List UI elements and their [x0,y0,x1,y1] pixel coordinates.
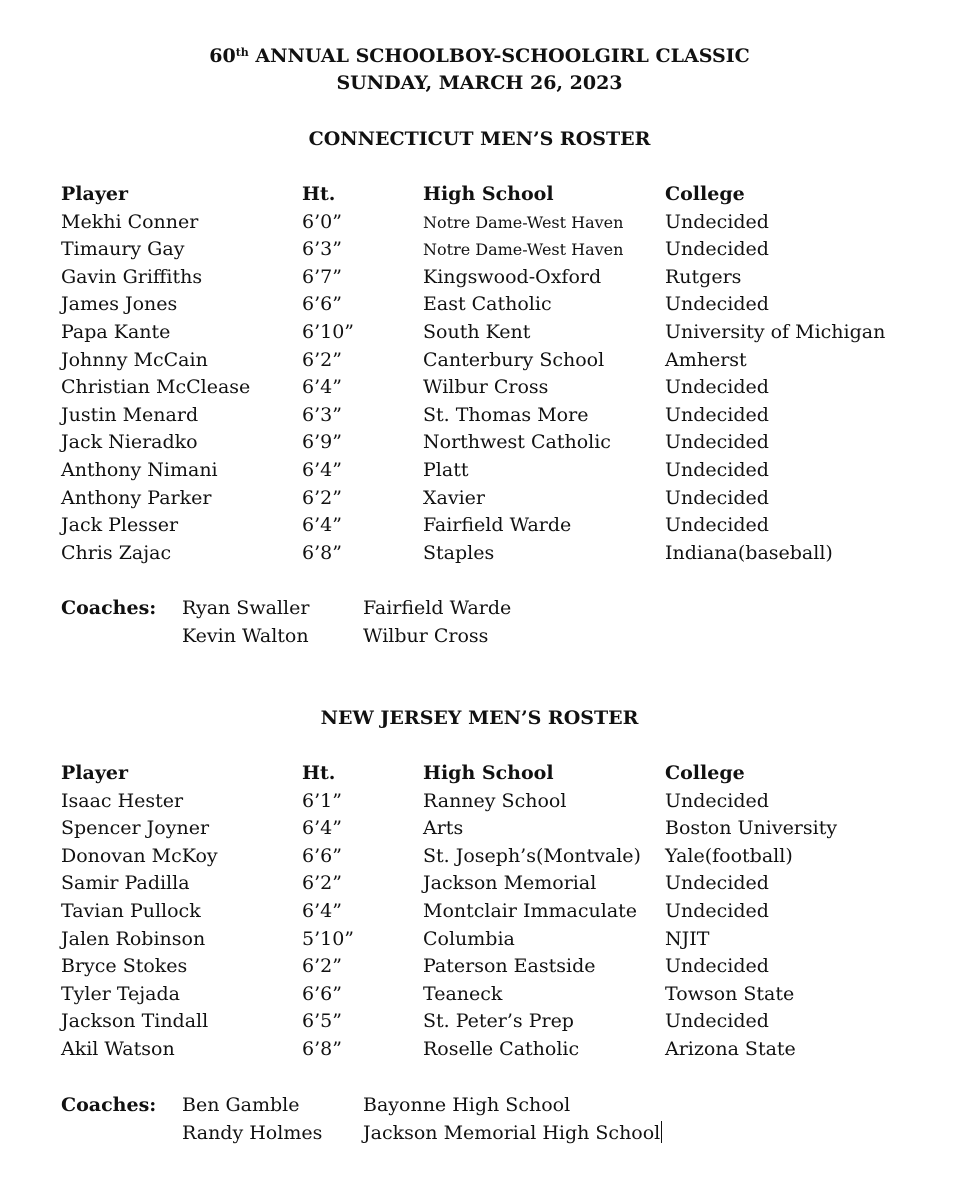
coach-name: Ryan Swaller [182,597,310,619]
player-college: Undecided [665,210,769,233]
player-height: 6’0” [302,210,342,233]
player-height: 6’4” [302,459,342,481]
player-high-school: Ranney School [423,789,567,812]
player-name: Samir Padilla [61,872,190,895]
column-header-college: College [665,183,745,205]
column-header-school: High School [423,183,554,205]
player-high-school: Canterbury School [423,348,605,371]
player-height: 6’4” [302,376,342,399]
player-high-school: Arts [423,817,464,840]
player-height: 6’8” [302,1038,342,1060]
player-college: Undecided [665,403,769,426]
player-college: Undecided [665,514,769,537]
player-name: Jack Plesser [61,514,179,537]
player-height: 6’9” [302,431,342,454]
player-high-school: St. Thomas More [423,403,589,426]
coaches-label: Coaches: [61,597,157,619]
column-header-college: College [665,762,745,784]
player-high-school: Paterson Eastside [423,955,596,978]
player-college: Amherst [665,348,747,371]
player-name: Jackson Tindall [61,1010,209,1033]
player-name: Johnny McCain [61,348,208,371]
player-high-school: Columbia [423,927,515,950]
player-college: Undecided [665,1010,769,1033]
player-college: NJIT [665,927,710,950]
column-header-player: Player [61,762,128,784]
event-date: SUNDAY, MARCH 26, 2023 [336,72,623,94]
player-height: 6’8” [302,541,342,564]
player-high-school: Notre Dame-West Haven [423,212,624,232]
player-height: 6’1” [302,789,342,812]
player-high-school: Roselle Catholic [423,1038,580,1060]
coach-school [363,1119,662,1147]
player-height: 6’2” [302,486,342,509]
player-college: Undecided [665,293,769,316]
player-height: 6’7” [302,265,342,288]
player-height: 5’10” [302,927,355,950]
player-name: Isaac Hester [61,789,184,812]
player-college: University of Michigan [665,321,886,343]
player-high-school: South Kent [423,321,531,343]
player-high-school: Fairfield Warde [423,514,572,537]
player-college: Undecided [665,376,769,399]
player-height: 6’2” [302,872,342,895]
player-college: Towson State [665,982,795,1005]
coach-school-text: Bayonne High School [363,1094,571,1116]
player-college: Undecided [665,789,769,812]
player-college: Undecided [665,459,769,481]
player-height: 6’10” [302,321,355,343]
player-height: 6’4” [302,514,342,537]
player-name: Timaury Gay [61,238,185,261]
player-name: Tyler Tejada [61,982,181,1005]
player-height: 6’4” [302,817,342,840]
ct-roster-title: CONNECTICUT MEN’S ROSTER [308,128,651,150]
event-title [0,45,959,67]
event-number: 60 [209,45,236,67]
coach-school [363,1091,570,1119]
player-high-school: Wilbur Cross [423,376,549,399]
player-name: Mekhi Conner [61,210,199,233]
player-college: Indiana(baseball) [665,541,833,564]
column-header-player: Player [61,183,128,205]
column-header-height: Ht. [302,762,336,784]
player-name: Chris Zajac [61,541,172,564]
player-height: 6’2” [302,955,342,978]
nj-roster-title: NEW JERSEY MEN’S ROSTER [320,707,639,729]
player-name: Gavin Griffiths [61,265,203,288]
player-high-school: Montclair Immaculate [423,900,638,922]
player-college: Boston University [665,817,838,840]
player-name: Justin Menard [61,403,199,426]
player-college: Undecided [665,238,769,261]
player-height: 6’3” [302,238,342,261]
player-name: Bryce Stokes [61,955,188,978]
player-high-school: Staples [423,541,495,564]
coaches-label: Coaches: [61,1094,157,1116]
player-name: Donovan McKoy [61,844,218,867]
player-high-school: Xavier [423,486,485,509]
player-name: Tavian Pullock [61,900,201,922]
player-name: Anthony Parker [61,486,212,509]
player-height: 6’2” [302,348,342,371]
player-high-school: East Catholic [423,293,552,316]
coach-school-text: Jackson Memorial High School [363,1122,661,1144]
player-height: 6’3” [302,403,342,426]
coach-name: Randy Holmes [182,1122,323,1144]
coach-name: Kevin Walton [182,625,309,647]
player-college: Arizona State [665,1038,796,1060]
player-name: James Jones [61,293,178,316]
column-header-school: High School [423,762,554,784]
player-height: 6’6” [302,844,342,867]
text-cursor [661,1121,662,1143]
player-height: 6’4” [302,900,342,922]
player-height: 6’6” [302,293,342,316]
player-high-school: Platt [423,459,469,481]
player-name: Papa Kante [61,321,171,343]
coach-name: Ben Gamble [182,1094,300,1116]
player-high-school: Teaneck [423,982,503,1005]
player-college: Undecided [665,431,769,454]
player-high-school: St. Joseph’s(Montvale) [423,844,641,867]
player-high-school: Jackson Memorial [423,872,597,895]
player-high-school: Notre Dame-West Haven [423,240,624,260]
column-header-height: Ht. [302,183,336,205]
event-name: ANNUAL SCHOOLBOY-SCHOOLGIRL CLASSIC [248,45,750,67]
coach-school [363,622,488,650]
event-number-suffix: th [235,46,249,59]
player-college: Undecided [665,955,769,978]
player-high-school: St. Peter’s Prep [423,1010,574,1033]
player-college: Undecided [665,486,769,509]
player-college: Undecided [665,900,769,922]
player-name: Spencer Joyner [61,817,210,840]
player-name: Jalen Robinson [61,927,206,950]
player-college: Undecided [665,872,769,895]
player-college: Yale(football) [665,844,793,867]
player-name: Jack Nieradko [61,431,198,454]
player-college: Rutgers [665,265,742,288]
coach-school-text: Fairfield Warde [363,597,512,619]
player-height: 6’5” [302,1010,342,1033]
player-height: 6’6” [302,982,342,1005]
player-name: Anthony Nimani [61,459,218,481]
coach-school-text: Wilbur Cross [363,625,489,647]
player-name: Christian McClease [61,376,251,399]
player-high-school: Kingswood-Oxford [423,265,602,288]
player-high-school: Northwest Catholic [423,431,611,454]
coach-school [363,594,511,622]
player-name: Akil Watson [61,1038,175,1060]
